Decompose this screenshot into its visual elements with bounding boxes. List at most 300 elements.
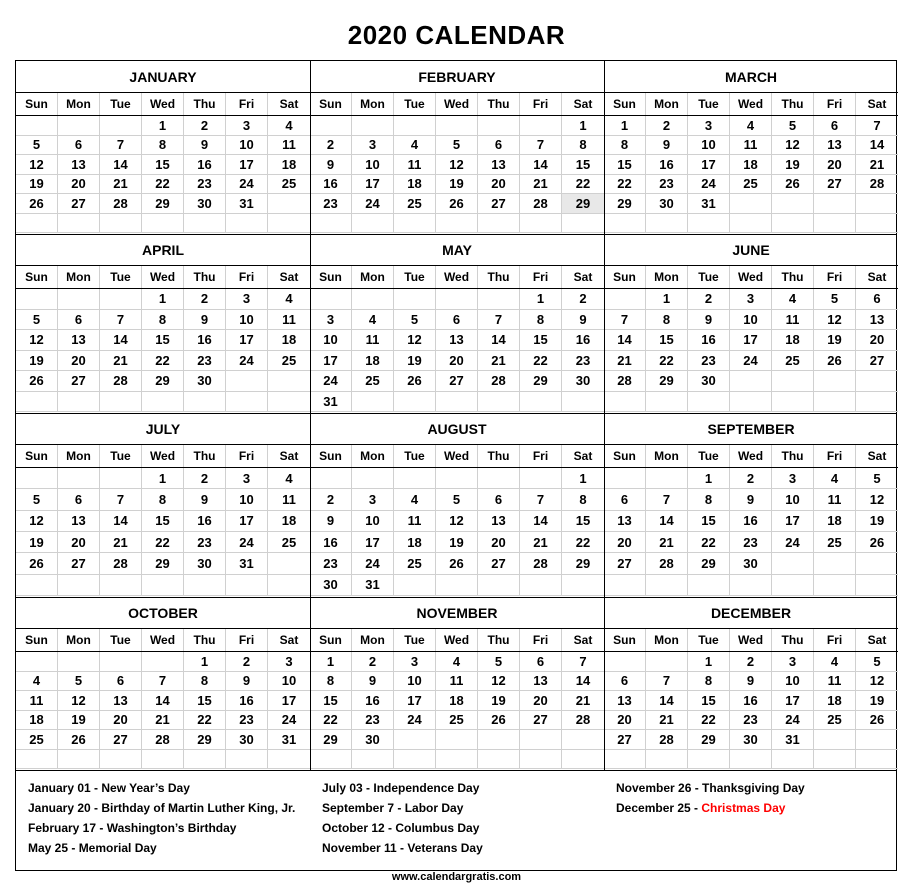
day-cell[interactable]: 23 — [184, 351, 226, 371]
day-cell[interactable]: 29 — [142, 371, 184, 391]
day-cell[interactable]: 29 — [646, 371, 688, 391]
day-cell[interactable]: 7 — [579, 653, 587, 669]
day-cell[interactable]: 9 — [184, 136, 226, 155]
day-cell[interactable]: 14 — [604, 330, 646, 350]
day-cell[interactable]: 8 — [579, 137, 587, 153]
day-cell[interactable]: 2 — [579, 291, 587, 307]
day-cell[interactable]: 31 — [352, 575, 394, 595]
day-cell[interactable]: 9 — [579, 311, 587, 327]
day-cell[interactable]: 15 — [646, 330, 688, 350]
day-cell[interactable]: 16 — [730, 691, 772, 710]
day-cell[interactable]: 28 — [100, 371, 142, 391]
day-cell[interactable]: 2 — [184, 116, 226, 135]
day-cell[interactable]: 26 — [16, 194, 58, 213]
day-cell[interactable]: 2 — [310, 489, 352, 509]
day-cell[interactable]: 4 — [16, 672, 58, 691]
day-cell[interactable]: 16 — [730, 511, 772, 531]
day-cell[interactable]: 25 — [16, 730, 58, 749]
day-cell[interactable]: 12 — [478, 672, 520, 691]
day-cell[interactable]: 22 — [184, 711, 226, 730]
day-cell[interactable]: 14 — [520, 155, 562, 174]
day-cell[interactable]: 1 — [142, 289, 184, 309]
day-cell[interactable]: 17 — [226, 511, 268, 531]
day-cell[interactable]: 6 — [478, 136, 520, 155]
day-cell[interactable]: 30 — [646, 194, 688, 213]
day-cell[interactable]: 30 — [184, 553, 226, 573]
day-cell[interactable]: 12 — [772, 136, 814, 155]
day-cell[interactable]: 24 — [352, 194, 394, 213]
day-cell[interactable]: 9 — [730, 489, 772, 509]
day-cell[interactable]: 13 — [520, 672, 562, 691]
day-cell[interactable]: 1 — [579, 117, 587, 133]
day-cell[interactable]: 19 — [814, 330, 856, 350]
day-cell[interactable]: 3 — [285, 653, 293, 669]
day-cell[interactable]: 17 — [352, 175, 394, 194]
day-cell[interactable]: 30 — [310, 575, 352, 595]
day-cell[interactable]: 6 — [873, 291, 881, 307]
day-cell[interactable]: 4 — [730, 116, 772, 135]
day-cell[interactable]: 4 — [352, 310, 394, 330]
day-cell[interactable]: 29 — [562, 194, 604, 213]
day-cell[interactable]: 27 — [478, 194, 520, 213]
day-cell[interactable]: 18 — [730, 155, 772, 174]
day-cell[interactable]: 2 — [352, 652, 394, 671]
day-cell[interactable]: 21 — [575, 692, 591, 708]
day-cell[interactable]: 8 — [646, 310, 688, 330]
day-cell[interactable]: 13 — [100, 691, 142, 710]
day-cell[interactable]: 10 — [352, 155, 394, 174]
day-cell[interactable]: 30 — [688, 371, 730, 391]
day-cell[interactable]: 20 — [100, 711, 142, 730]
day-cell[interactable]: 25 — [352, 371, 394, 391]
day-cell[interactable]: 12 — [869, 491, 885, 507]
day-cell[interactable]: 28 — [478, 371, 520, 391]
day-cell[interactable]: 17 — [310, 351, 352, 371]
day-cell[interactable]: 19 — [436, 175, 478, 194]
day-cell[interactable]: 4 — [394, 136, 436, 155]
day-cell[interactable]: 12 — [436, 155, 478, 174]
day-cell[interactable]: 4 — [285, 470, 293, 486]
day-cell[interactable]: 12 — [814, 310, 856, 330]
day-cell[interactable]: 1 — [688, 468, 730, 488]
day-cell[interactable]: 5 — [873, 653, 881, 669]
day-cell[interactable]: 21 — [100, 532, 142, 552]
day-cell[interactable]: 1 — [579, 470, 587, 486]
day-cell[interactable]: 28 — [646, 730, 688, 749]
day-cell[interactable]: 16 — [184, 330, 226, 350]
day-cell[interactable]: 15 — [520, 330, 562, 350]
day-cell[interactable]: 24 — [730, 351, 772, 371]
day-cell[interactable]: 10 — [730, 310, 772, 330]
day-cell[interactable]: 4 — [394, 489, 436, 509]
day-cell[interactable]: 5 — [873, 470, 881, 486]
day-cell[interactable]: 28 — [604, 371, 646, 391]
day-cell[interactable]: 19 — [436, 532, 478, 552]
day-cell[interactable]: 11 — [814, 672, 856, 691]
day-cell[interactable]: 3 — [772, 468, 814, 488]
day-cell[interactable]: 11 — [282, 491, 296, 507]
day-cell[interactable]: 25 — [814, 711, 856, 730]
day-cell[interactable]: 21 — [478, 351, 520, 371]
day-cell[interactable]: 29 — [520, 371, 562, 391]
day-cell[interactable]: 29 — [688, 553, 730, 573]
day-cell[interactable]: 12 — [16, 155, 58, 174]
footer-website[interactable]: www.calendargratis.com — [391, 871, 522, 883]
day-cell[interactable]: 31 — [281, 731, 297, 747]
day-cell[interactable]: 11 — [282, 311, 296, 327]
day-cell[interactable]: 27 — [869, 352, 885, 368]
day-cell[interactable]: 24 — [394, 711, 436, 730]
day-cell[interactable]: 10 — [310, 330, 352, 350]
day-cell[interactable]: 9 — [310, 511, 352, 531]
day-cell[interactable]: 5 — [478, 652, 520, 671]
day-cell[interactable]: 15 — [688, 691, 730, 710]
day-cell[interactable]: 20 — [520, 691, 562, 710]
day-cell[interactable]: 6 — [478, 489, 520, 509]
day-cell[interactable]: 13 — [869, 311, 885, 327]
day-cell[interactable]: 5 — [436, 489, 478, 509]
day-cell[interactable]: 26 — [478, 711, 520, 730]
day-cell[interactable]: 22 — [310, 711, 352, 730]
day-cell[interactable]: 25 — [281, 352, 297, 368]
day-cell[interactable]: 31 — [310, 392, 352, 412]
day-cell[interactable]: 23 — [688, 351, 730, 371]
day-cell[interactable]: 21 — [869, 156, 885, 172]
day-cell[interactable]: 20 — [814, 155, 856, 174]
day-cell[interactable]: 14 — [478, 330, 520, 350]
day-cell[interactable]: 26 — [436, 553, 478, 573]
day-cell[interactable]: 29 — [310, 730, 352, 749]
day-cell[interactable]: 21 — [604, 351, 646, 371]
day-cell[interactable]: 15 — [575, 156, 591, 172]
day-cell[interactable]: 4 — [285, 291, 293, 307]
day-cell[interactable]: 9 — [184, 489, 226, 509]
day-cell[interactable]: 20 — [58, 532, 100, 552]
day-cell[interactable]: 26 — [16, 371, 58, 391]
day-cell[interactable]: 13 — [436, 330, 478, 350]
day-cell[interactable]: 12 — [394, 330, 436, 350]
day-cell[interactable]: 8 — [310, 672, 352, 691]
day-cell[interactable]: 18 — [281, 156, 297, 172]
day-cell[interactable]: 28 — [100, 194, 142, 213]
day-cell[interactable]: 13 — [478, 511, 520, 531]
day-cell[interactable]: 28 — [646, 553, 688, 573]
day-cell[interactable]: 20 — [869, 332, 885, 348]
day-cell[interactable]: 5 — [16, 310, 58, 330]
day-cell[interactable]: 16 — [575, 332, 591, 348]
day-cell[interactable]: 23 — [646, 175, 688, 194]
day-cell[interactable]: 21 — [100, 175, 142, 194]
day-cell[interactable]: 12 — [869, 673, 885, 689]
day-cell[interactable]: 19 — [394, 351, 436, 371]
day-cell[interactable]: 7 — [520, 489, 562, 509]
day-cell[interactable]: 1 — [310, 652, 352, 671]
day-cell[interactable]: 5 — [436, 136, 478, 155]
day-cell[interactable]: 16 — [352, 691, 394, 710]
day-cell[interactable]: 29 — [142, 553, 184, 573]
day-cell[interactable]: 22 — [575, 176, 591, 192]
day-cell[interactable]: 30 — [184, 194, 226, 213]
day-cell[interactable]: 4 — [436, 652, 478, 671]
day-cell[interactable]: 21 — [646, 711, 688, 730]
day-cell[interactable]: 23 — [310, 194, 352, 213]
day-cell[interactable]: 16 — [310, 175, 352, 194]
day-cell[interactable]: 25 — [394, 553, 436, 573]
day-cell[interactable]: 22 — [142, 532, 184, 552]
day-cell[interactable]: 20 — [604, 711, 646, 730]
day-cell[interactable]: 23 — [226, 711, 268, 730]
day-cell[interactable]: 4 — [814, 468, 856, 488]
day-cell[interactable]: 27 — [58, 553, 100, 573]
day-cell[interactable]: 25 — [772, 351, 814, 371]
day-cell[interactable]: 27 — [100, 730, 142, 749]
day-cell[interactable]: 2 — [226, 652, 268, 671]
day-cell[interactable]: 3 — [772, 652, 814, 671]
day-cell[interactable]: 6 — [604, 489, 646, 509]
day-cell[interactable]: 8 — [688, 489, 730, 509]
day-cell[interactable]: 19 — [16, 175, 58, 194]
day-cell[interactable]: 27 — [58, 371, 100, 391]
day-cell[interactable]: 7 — [646, 672, 688, 691]
day-cell[interactable]: 17 — [688, 155, 730, 174]
day-cell[interactable]: 22 — [688, 711, 730, 730]
day-cell[interactable]: 24 — [310, 371, 352, 391]
day-cell[interactable]: 3 — [352, 489, 394, 509]
day-cell[interactable]: 18 — [16, 711, 58, 730]
day-cell[interactable]: 15 — [142, 155, 184, 174]
day-cell[interactable]: 10 — [226, 136, 268, 155]
day-cell[interactable]: 25 — [814, 532, 856, 552]
day-cell[interactable]: 18 — [394, 532, 436, 552]
day-cell[interactable]: 15 — [310, 691, 352, 710]
day-cell[interactable]: 8 — [688, 672, 730, 691]
day-cell[interactable]: 19 — [16, 532, 58, 552]
day-cell[interactable]: 13 — [604, 691, 646, 710]
day-cell[interactable]: 4 — [772, 289, 814, 309]
day-cell[interactable]: 31 — [688, 194, 730, 213]
day-cell[interactable]: 7 — [604, 310, 646, 330]
day-cell[interactable]: 24 — [688, 175, 730, 194]
day-cell[interactable]: 6 — [58, 310, 100, 330]
day-cell[interactable]: 1 — [646, 289, 688, 309]
day-cell[interactable]: 11 — [282, 137, 296, 153]
day-cell[interactable]: 10 — [226, 310, 268, 330]
day-cell[interactable]: 18 — [352, 351, 394, 371]
day-cell[interactable]: 29 — [688, 730, 730, 749]
day-cell[interactable]: 9 — [184, 310, 226, 330]
day-cell[interactable]: 20 — [58, 351, 100, 371]
day-cell[interactable]: 13 — [58, 330, 100, 350]
day-cell[interactable]: 8 — [520, 310, 562, 330]
day-cell[interactable]: 13 — [814, 136, 856, 155]
day-cell[interactable]: 26 — [814, 351, 856, 371]
day-cell[interactable]: 10 — [772, 672, 814, 691]
day-cell[interactable]: 1 — [184, 652, 226, 671]
day-cell[interactable]: 31 — [226, 553, 268, 573]
day-cell[interactable]: 5 — [58, 672, 100, 691]
day-cell[interactable]: 24 — [281, 712, 297, 728]
day-cell[interactable]: 7 — [873, 117, 881, 133]
day-cell[interactable]: 16 — [184, 155, 226, 174]
day-cell[interactable]: 15 — [142, 330, 184, 350]
day-cell[interactable]: 24 — [352, 553, 394, 573]
day-cell[interactable]: 2 — [730, 468, 772, 488]
day-cell[interactable]: 27 — [604, 730, 646, 749]
day-cell[interactable]: 14 — [100, 155, 142, 174]
day-cell[interactable]: 29 — [142, 194, 184, 213]
day-cell[interactable]: 18 — [436, 691, 478, 710]
day-cell[interactable]: 19 — [772, 155, 814, 174]
day-cell[interactable]: 3 — [226, 289, 268, 309]
day-cell[interactable]: 3 — [226, 468, 268, 488]
day-cell[interactable]: 28 — [575, 712, 591, 728]
day-cell[interactable]: 27 — [604, 553, 646, 573]
day-cell[interactable]: 8 — [184, 672, 226, 691]
day-cell[interactable]: 17 — [226, 330, 268, 350]
day-cell[interactable]: 1 — [688, 652, 730, 671]
day-cell[interactable]: 6 — [604, 672, 646, 691]
day-cell[interactable]: 20 — [478, 175, 520, 194]
day-cell[interactable]: 3 — [310, 310, 352, 330]
day-cell[interactable]: 25 — [436, 711, 478, 730]
day-cell[interactable]: 4 — [814, 652, 856, 671]
day-cell[interactable]: 15 — [688, 511, 730, 531]
day-cell[interactable]: 9 — [688, 310, 730, 330]
day-cell[interactable]: 7 — [100, 489, 142, 509]
day-cell[interactable]: 17 — [352, 532, 394, 552]
day-cell[interactable]: 30 — [184, 371, 226, 391]
day-cell[interactable]: 24 — [772, 711, 814, 730]
day-cell[interactable]: 23 — [730, 532, 772, 552]
day-cell[interactable]: 26 — [58, 730, 100, 749]
day-cell[interactable]: 25 — [730, 175, 772, 194]
day-cell[interactable]: 2 — [688, 289, 730, 309]
day-cell[interactable]: 28 — [869, 176, 885, 192]
day-cell[interactable]: 1 — [520, 289, 562, 309]
day-cell[interactable]: 22 — [142, 351, 184, 371]
day-cell[interactable]: 12 — [16, 330, 58, 350]
day-cell[interactable]: 9 — [226, 672, 268, 691]
day-cell[interactable]: 11 — [16, 691, 58, 710]
day-cell[interactable]: 11 — [394, 511, 436, 531]
day-cell[interactable]: 17 — [394, 691, 436, 710]
day-cell[interactable]: 10 — [226, 489, 268, 509]
day-cell[interactable]: 21 — [646, 532, 688, 552]
day-cell[interactable]: 10 — [688, 136, 730, 155]
day-cell[interactable]: 18 — [281, 332, 297, 348]
day-cell[interactable]: 21 — [100, 351, 142, 371]
day-cell[interactable]: 22 — [646, 351, 688, 371]
day-cell[interactable]: 3 — [688, 116, 730, 135]
day-cell[interactable]: 14 — [646, 691, 688, 710]
day-cell[interactable]: 6 — [58, 136, 100, 155]
day-cell[interactable]: 18 — [814, 511, 856, 531]
day-cell[interactable]: 26 — [16, 553, 58, 573]
day-cell[interactable]: 2 — [646, 116, 688, 135]
day-cell[interactable]: 15 — [604, 155, 646, 174]
day-cell[interactable]: 6 — [814, 116, 856, 135]
day-cell[interactable]: 2 — [730, 652, 772, 671]
day-cell[interactable]: 14 — [520, 511, 562, 531]
day-cell[interactable]: 22 — [520, 351, 562, 371]
day-cell[interactable]: 21 — [520, 532, 562, 552]
day-cell[interactable]: 14 — [100, 330, 142, 350]
day-cell[interactable]: 28 — [520, 553, 562, 573]
day-cell[interactable]: 11 — [730, 136, 772, 155]
day-cell[interactable]: 17 — [281, 692, 297, 708]
day-cell[interactable]: 13 — [604, 511, 646, 531]
day-cell[interactable]: 27 — [520, 711, 562, 730]
day-cell[interactable]: 26 — [772, 175, 814, 194]
day-cell[interactable]: 13 — [58, 155, 100, 174]
day-cell[interactable]: 7 — [100, 310, 142, 330]
day-cell[interactable]: 26 — [869, 534, 885, 550]
day-cell[interactable]: 16 — [184, 511, 226, 531]
day-cell[interactable]: 6 — [520, 652, 562, 671]
day-cell[interactable]: 23 — [575, 352, 591, 368]
day-cell[interactable]: 16 — [688, 330, 730, 350]
day-cell[interactable]: 31 — [226, 194, 268, 213]
day-cell[interactable]: 25 — [281, 176, 297, 192]
day-cell[interactable]: 2 — [310, 136, 352, 155]
day-cell[interactable]: 3 — [226, 116, 268, 135]
day-cell[interactable]: 8 — [604, 136, 646, 155]
day-cell[interactable]: 17 — [772, 511, 814, 531]
day-cell[interactable]: 8 — [142, 136, 184, 155]
day-cell[interactable]: 25 — [394, 194, 436, 213]
day-cell[interactable]: 27 — [814, 175, 856, 194]
day-cell[interactable]: 6 — [100, 672, 142, 691]
day-cell[interactable]: 18 — [772, 330, 814, 350]
day-cell[interactable]: 28 — [142, 730, 184, 749]
day-cell[interactable]: 16 — [226, 691, 268, 710]
day-cell[interactable]: 23 — [184, 532, 226, 552]
day-cell[interactable]: 13 — [478, 155, 520, 174]
day-cell[interactable]: 17 — [226, 155, 268, 174]
day-cell[interactable]: 23 — [184, 175, 226, 194]
day-cell[interactable]: 28 — [520, 194, 562, 213]
day-cell[interactable]: 1 — [142, 116, 184, 135]
day-cell[interactable]: 7 — [142, 672, 184, 691]
day-cell[interactable]: 1 — [142, 468, 184, 488]
day-cell[interactable]: 18 — [394, 175, 436, 194]
day-cell[interactable]: 1 — [604, 116, 646, 135]
day-cell[interactable]: 12 — [58, 691, 100, 710]
day-cell[interactable]: 7 — [520, 136, 562, 155]
day-cell[interactable]: 5 — [772, 116, 814, 135]
day-cell[interactable]: 29 — [184, 730, 226, 749]
day-cell[interactable]: 19 — [869, 513, 885, 529]
day-cell[interactable]: 14 — [100, 511, 142, 531]
day-cell[interactable]: 9 — [730, 672, 772, 691]
day-cell[interactable]: 27 — [58, 194, 100, 213]
day-cell[interactable]: 14 — [575, 673, 591, 689]
day-cell[interactable]: 24 — [226, 351, 268, 371]
day-cell[interactable]: 27 — [436, 371, 478, 391]
day-cell[interactable]: 11 — [772, 310, 814, 330]
day-cell[interactable]: 25 — [281, 534, 297, 550]
day-cell[interactable]: 23 — [730, 711, 772, 730]
day-cell[interactable]: 10 — [352, 511, 394, 531]
day-cell[interactable]: 29 — [575, 555, 591, 571]
day-cell[interactable]: 20 — [478, 532, 520, 552]
day-cell[interactable]: 18 — [281, 513, 297, 529]
day-cell[interactable]: 20 — [436, 351, 478, 371]
day-cell[interactable]: 22 — [604, 175, 646, 194]
day-cell[interactable]: 30 — [730, 553, 772, 573]
day-cell[interactable]: 11 — [394, 155, 436, 174]
day-cell[interactable]: 20 — [604, 532, 646, 552]
